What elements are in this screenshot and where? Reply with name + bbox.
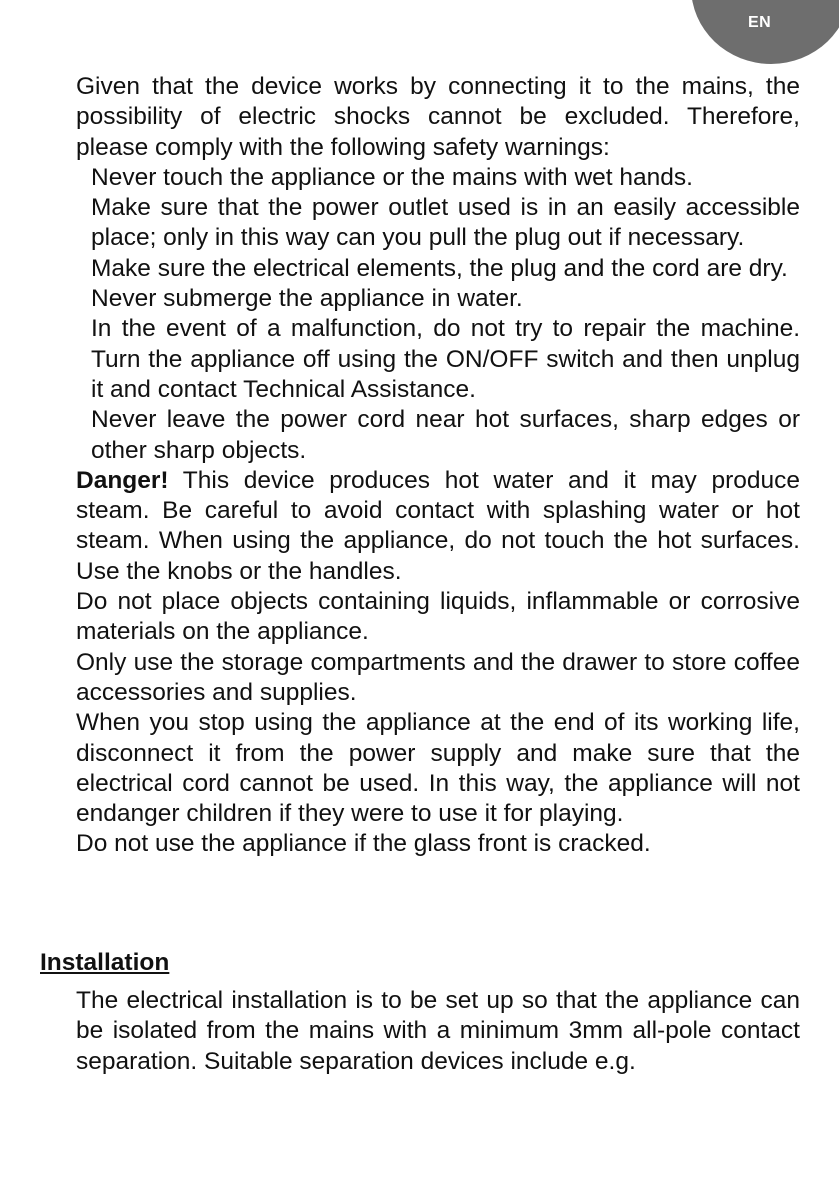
danger-paragraph [76, 466, 800, 587]
danger-text: This device produces hot water and it may produce steam. Be careful to avoid contact with splashing water or hot steam. When using the appliance, do not touch the hot surfaces. Use the knobs or the handles. [76, 466, 800, 585]
installation-section [76, 986, 800, 1077]
safety-bullet-power-cord: Never leave the power cord near hot surfaces, sharp edges or other sharp objects. [91, 406, 800, 464]
installation-text: The electrical installation is to be set up so that the appliance can be isolated from the mains with a minimum 3mm all-pole contact separation. Suitable separation devices include e.g. [76, 987, 800, 1075]
safety-warnings-section [76, 72, 800, 860]
paragraph-no-liquids: Do not place objects containing liquids, inflammable or corrosive materials on the appliance. [76, 588, 800, 646]
safety-bullet-dry-elements: Make sure the electrical elements, the plug and the cord are dry. [91, 254, 788, 282]
safety-bullet-power-outlet: Make sure that the power outlet used is in an easily accessible place; only in this way can you pull the plug out if necessary. [91, 194, 800, 252]
language-label: EN [748, 14, 772, 31]
language-tab [691, 0, 839, 64]
paragraph-storage: Only use the storage compartments and the drawer to store coffee accessories and supplies. [76, 648, 800, 706]
installation-heading: Installation [40, 949, 170, 976]
safety-bullet-submerge: Never submerge the appliance in water. [91, 285, 523, 313]
safety-intro: Given that the device works by connecting it to the mains, the possibility of electric shocks cannot be excluded. Therefore, please comply with the following safety warnings: [76, 73, 800, 161]
safety-bullet-wet-hands: Never touch the appliance or the mains with wet hands. [91, 163, 693, 191]
paragraph-glass-front: Do not use the appliance if the glass front is cracked. [76, 830, 651, 858]
safety-bullet-malfunction: In the event of a malfunction, do not try to repair the machine. Turn the appliance off using the ON/OFF switch and then unplug it and contact Technical Assistance. [91, 315, 800, 403]
danger-label: Danger! [76, 466, 169, 494]
paragraph-end-of-life: When you stop using the appliance at the end of its working life, disconnect it from the power supply and make sure that the electrical cord cannot be used. In this way, the appliance will not endanger children if they were to use it for playing. [76, 709, 800, 828]
